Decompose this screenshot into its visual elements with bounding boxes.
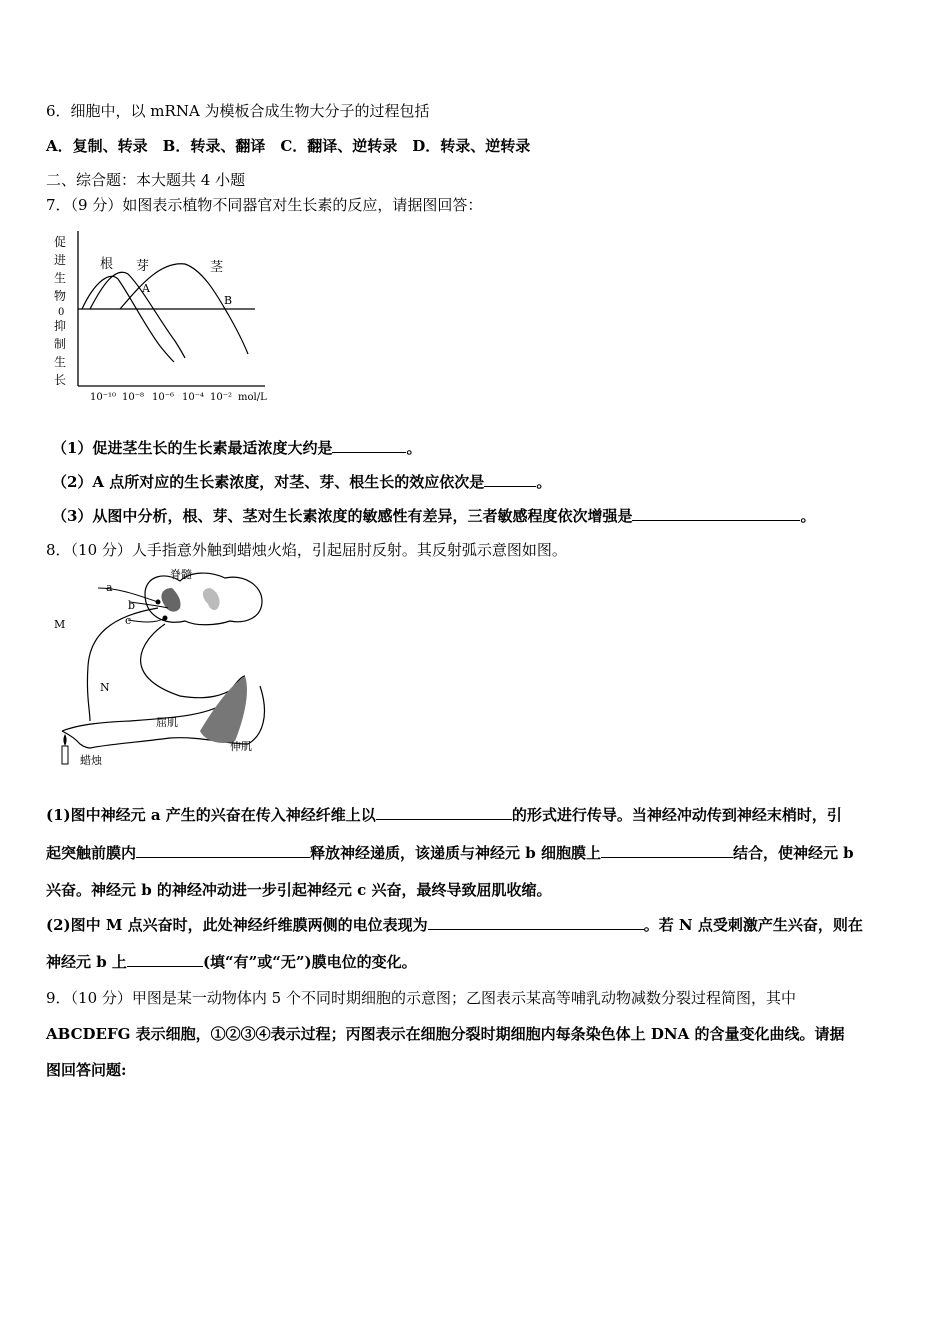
point-a-label: A [142, 282, 150, 295]
blank [127, 952, 203, 967]
efferent-fiber-n [141, 624, 235, 698]
y-label-char: 生 [54, 271, 67, 285]
y-label-char: 长 [54, 373, 67, 387]
stem-label: 茎 [210, 260, 224, 275]
spinal-cord-label: 脊髓 [170, 568, 192, 581]
zero-label: 0 [58, 307, 65, 318]
x-tick-label: 10⁻² [210, 392, 233, 403]
synapse [163, 616, 168, 621]
extensor-label: 伸肌 [230, 740, 252, 753]
section2-title: 二、综合题：本大题共 4 小题 [46, 171, 246, 189]
blank [632, 506, 800, 521]
blank [601, 843, 733, 858]
flame-icon [63, 734, 66, 746]
q9-line1: 9．（10 分）甲图是某一动物体内 5 个不同时期细胞的示意图；乙图表示某高等哺乳动物减数分裂过程简图，其中 [46, 989, 796, 1007]
point-b-label: B [224, 294, 233, 307]
blank [428, 915, 644, 930]
blank [332, 438, 406, 453]
candle-label: 蜡烛 [80, 754, 102, 767]
neuron-b [130, 602, 168, 608]
q7-sub2: （2）A 点所对应的生长素浓度，对茎、芽、根生长的效应依次是 。 [52, 473, 552, 491]
root-label: 根 [100, 257, 114, 272]
x-tick-label: 10⁻⁶ [152, 392, 175, 403]
y-label-char: 生 [54, 355, 67, 369]
q7-stem: 7．（9 分）如图表示植物不同器官对生长素的反应，请据图回答： [46, 196, 483, 214]
x-tick-label: 10⁻⁸ [122, 392, 145, 403]
q8-part2-line1: (2)图中 M 点兴奋时，此处神经纤维膜两侧的电位表现为 。若 N 点受刺激产生兴奋，则在 [46, 916, 863, 934]
q7-sub3: （3）从图中分析，根、芽、茎对生长素浓度的敏感性有差异，三者敏感程度依次增强是 。 [52, 507, 816, 525]
neuron-a-label: a [106, 581, 113, 594]
y-label-char: 促 [54, 235, 67, 249]
q8-part1-line1: (1)图中神经元 a 产生的兴奋在传入神经纤维上以 的形式进行传导。当神经冲动传到神经末梢时，引 [46, 806, 842, 824]
blank [484, 472, 536, 487]
blank [136, 843, 310, 858]
q8-stem: 8．（10 分）人手指意外触到蜡烛火焰，引起屈肘反射。其反射弧示意图如图。 [46, 541, 567, 559]
flexor-label: 屈肌 [156, 716, 178, 729]
reflex-arc-diagram [50, 566, 280, 771]
point-n-label: N [100, 681, 110, 694]
point-m-label: M [54, 618, 66, 631]
grey-matter-right [203, 588, 220, 610]
q8-part2-line2: 神经元 b 上 (填“有”或“无”)膜电位的变化。 [46, 953, 417, 971]
q6-options: A．复制、转录 B．转录、翻译 C．翻译、逆转录 D．转录、逆转录 [46, 137, 531, 155]
neuron-b-label: b [128, 599, 136, 612]
auxin-response-chart [50, 226, 290, 406]
y-label-char: 抑 [54, 319, 67, 333]
y-label-char: 制 [54, 337, 67, 351]
candle [62, 746, 68, 764]
q8-part1-line2: 起突触前膜内 释放神经递质，该递质与神经元 b 细胞膜上 结合，使神经元 b [46, 844, 854, 862]
y-label-char: 进 [54, 253, 67, 267]
x-tick-label: 10⁻⁴ [182, 392, 205, 403]
bud-curve [90, 272, 185, 358]
q9-line3: 图回答问题: [46, 1061, 127, 1079]
q6-stem: 6．细胞中，以 mRNA 为模板合成生物大分子的过程包括 [46, 102, 430, 120]
x-tick-label: 10⁻¹⁰ [90, 392, 117, 403]
x-unit-label: mol/L [238, 392, 267, 403]
blank [376, 805, 512, 820]
y-label-char: 物 [54, 289, 67, 303]
afferent-fiber-m [87, 608, 158, 721]
flexor-muscle [200, 676, 247, 743]
q8-part1-line3: 兴奋。神经元 b 的神经冲动进一步引起神经元 c 兴奋，最终导致屈肌收缩。 [46, 881, 552, 899]
neuron-c-label: c [125, 614, 132, 627]
grey-matter-left [161, 588, 180, 612]
q9-line2: ABCDEFG 表示细胞，①②③④表示过程；丙图表示在细胞分裂时期细胞内每条染色体上 DNA 的含量变化曲线。请据 [46, 1025, 845, 1043]
synapse [156, 600, 161, 605]
q7-sub1: （1）促进茎生长的生长素最适浓度大约是 。 [52, 439, 422, 457]
bud-label: 芽 [136, 259, 150, 274]
